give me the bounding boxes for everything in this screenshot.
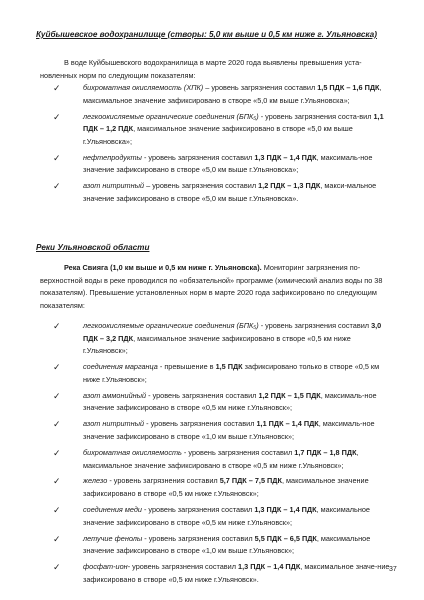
sviyaga-indicator-list	[40, 320, 396, 590]
indicator-value: 1,7 ПДК – 1,8 ПДК	[294, 447, 357, 457]
checkmark-icon: ✓	[53, 390, 61, 401]
indicator-value: 1,3 ПДК – 1,4 ПДК	[238, 562, 301, 572]
checkmark-icon: ✓	[53, 476, 61, 487]
indicator-item	[40, 111, 396, 149]
indicator-item	[40, 475, 396, 500]
indicator-item	[40, 561, 396, 586]
indicator-text: - превышение в	[157, 362, 216, 372]
checkmark-icon: ✓	[53, 321, 61, 331]
checkmark-icon: ✓	[53, 111, 61, 122]
reservoir-intro	[40, 57, 396, 82]
indicator-name: соединения меди	[83, 505, 142, 515]
indicator-name: азот нитритный	[83, 419, 145, 429]
indicator-value: 1,5 ПДК – 1,6 ПДК	[317, 83, 380, 92]
indicator-value: 1,2 ПДК – 1,5 ПДК	[258, 390, 321, 400]
indicator-text: , максимальное значение зафиксировано в створе «0,5 км ниже г.Ульяновск»;	[83, 505, 370, 527]
indicator-value: 1,3 ПДК – 1,4 ПДК	[254, 505, 317, 515]
indicator-item	[40, 180, 396, 205]
indicator-text: - уровень загрязнения составил	[144, 419, 257, 429]
indicator-text: - уровень загрязнения составил	[142, 533, 255, 543]
indicator-text: - уровень загрязнения составил	[181, 447, 295, 457]
indicator-value: 1,1 ПДК – 1,2 ПДК	[83, 111, 384, 134]
indicator-name: летучие фенолы	[83, 533, 143, 543]
indicator-value: 1,5 ПДК	[215, 362, 243, 372]
section-heading-reservoir: Куйбышевское водохранилище (створы: 5,0 км выше и 0,5 км ниже г. Ульяновска)	[36, 30, 377, 39]
indicator-text: - уровень загрязнения составил	[141, 152, 255, 162]
indicator-item	[40, 418, 396, 443]
checkmark-icon: ✓	[53, 181, 61, 192]
reservoir-intro-lead: В воде Куйбышевского водохранилища в марте 2020 года выявлены превышения уста-	[64, 58, 362, 67]
indicator-text: , максимальное значение зафиксировано в створе «0,5 км ниже г.Ульяновск»;	[83, 447, 359, 470]
indicator-item	[40, 361, 396, 386]
indicator-name: азот нитритный	[83, 181, 145, 191]
checkmark-icon: ✓	[53, 152, 61, 163]
indicator-text: – уровень загрязнения составил	[203, 83, 318, 92]
indicator-text: , максималь-ное значение зафиксировано в створе «0,5 км ниже г.Ульяновск»;	[83, 390, 377, 413]
indicator-item	[40, 447, 396, 472]
indicator-text: - уровень загрязнения соста-вил	[258, 111, 374, 121]
reservoir-intro-rest: новленных норм по следующим показателям:	[40, 70, 196, 80]
indicator-item	[40, 390, 396, 415]
indicator-name: бихроматная окисляемость (ХПК)	[83, 83, 204, 92]
indicator-text: - уровень загрязнения составил	[127, 562, 239, 572]
indicator-value: 5,7 ПДК – 7,5 ПДК	[219, 476, 282, 486]
indicator-name: легкоокисляемые органические соединения (БПК₅)	[83, 321, 259, 330]
indicator-item	[40, 504, 396, 529]
indicator-text: - уровень загрязнения составил	[258, 321, 372, 330]
indicator-name: легкоокисляемые органические соединения (БПК₅)	[83, 111, 259, 121]
page-number: 37	[389, 566, 397, 573]
indicator-text: , максималь-ное значение зафиксировано в створе «5,0 км выше г.Ульяновска»;	[83, 152, 373, 175]
indicator-name: нефтепродукты	[83, 152, 142, 162]
sviyaga-intro	[40, 262, 396, 312]
indicator-item	[40, 320, 396, 358]
indicator-text: , макси-мальное значение зафиксировано в створе «5,0 км выше г.Ульяновска».	[83, 181, 377, 203]
section-heading-rivers: Реки Ульяновской области	[36, 243, 150, 252]
indicator-item	[40, 533, 396, 558]
indicator-value: 1,1 ПДК – 1,4 ПДК	[256, 419, 319, 429]
indicator-text: зафиксировано только в створе «0,5 км ниже г.Ульяновск»;	[83, 362, 380, 384]
indicator-text: - уровень загрязнения составил	[107, 476, 220, 486]
indicator-name: бихроматная окисляемость	[83, 447, 182, 457]
checkmark-icon: ✓	[53, 447, 61, 458]
indicator-name: соединения марганца	[83, 362, 158, 372]
indicator-value: 3,0 ПДК – 3,2 ПДК	[83, 321, 382, 343]
indicator-text: , максимальное значение зафиксировано в створе «0,5 км ниже г.Ульяновск»;	[83, 333, 351, 356]
checkmark-icon: ✓	[53, 562, 61, 573]
checkmark-icon: ✓	[53, 362, 61, 373]
indicator-text: - уровень загрязнения составил	[146, 390, 259, 400]
checkmark-icon: ✓	[53, 83, 61, 93]
indicator-text: , максимальное значение зафиксировано в створе «1,0 км выше г.Ульяновск»;	[83, 533, 371, 556]
indicator-name: железо	[83, 476, 108, 486]
river-title: Река Свияга (1,0 км выше и 0,5 км ниже г. Ульяновска).	[64, 263, 262, 272]
indicator-value: 1,2 ПДК – 1,3 ПДК	[258, 181, 321, 191]
indicator-text: , максимальное значение зафиксировано в створе «5,0 км выше г.Ульяновска»;	[83, 83, 382, 105]
checkmark-icon: ✓	[53, 533, 61, 544]
indicator-text: , максимальное значение зафиксировано в створе «0,5 км ниже г.Ульяновск»;	[83, 476, 369, 499]
indicator-text: , максимальное значение зафиксировано в створе «5,0 км выше г.Ульяновска»;	[83, 124, 353, 146]
indicator-item	[40, 152, 396, 177]
indicator-value: 5,5 ПДК – 6,5 ПДК	[254, 533, 317, 543]
checkmark-icon: ✓	[53, 419, 61, 430]
indicator-item	[40, 82, 396, 107]
indicator-value: 1,3 ПДК – 1,4 ПДК	[254, 152, 317, 162]
checkmark-icon: ✓	[53, 505, 61, 516]
indicator-text: – уровень загрязнения составил	[144, 181, 259, 191]
river-monitoring-text: Мониторинг загрязнения по-верхностной воды в реке проводился по «обязательной» программе (химический анализ воды по 38 показателям). Превышение установленных норм в марте 2020 года зафиксировано по следующим показателям:	[40, 263, 383, 310]
reservoir-indicator-list	[40, 82, 396, 209]
indicator-text: , максимальное значе-ние зафиксировано в створе «0,5 км ниже г.Ульяновск».	[83, 562, 390, 584]
indicator-name: фосфат-ион	[83, 562, 128, 572]
indicator-text: , максималь-ное значение зафиксировано в створе «1,0 км выше г.Ульяновск»;	[83, 419, 375, 441]
indicator-name: азот аммонийный	[83, 390, 147, 400]
indicator-text: - уровень загрязнения составил	[141, 505, 255, 515]
